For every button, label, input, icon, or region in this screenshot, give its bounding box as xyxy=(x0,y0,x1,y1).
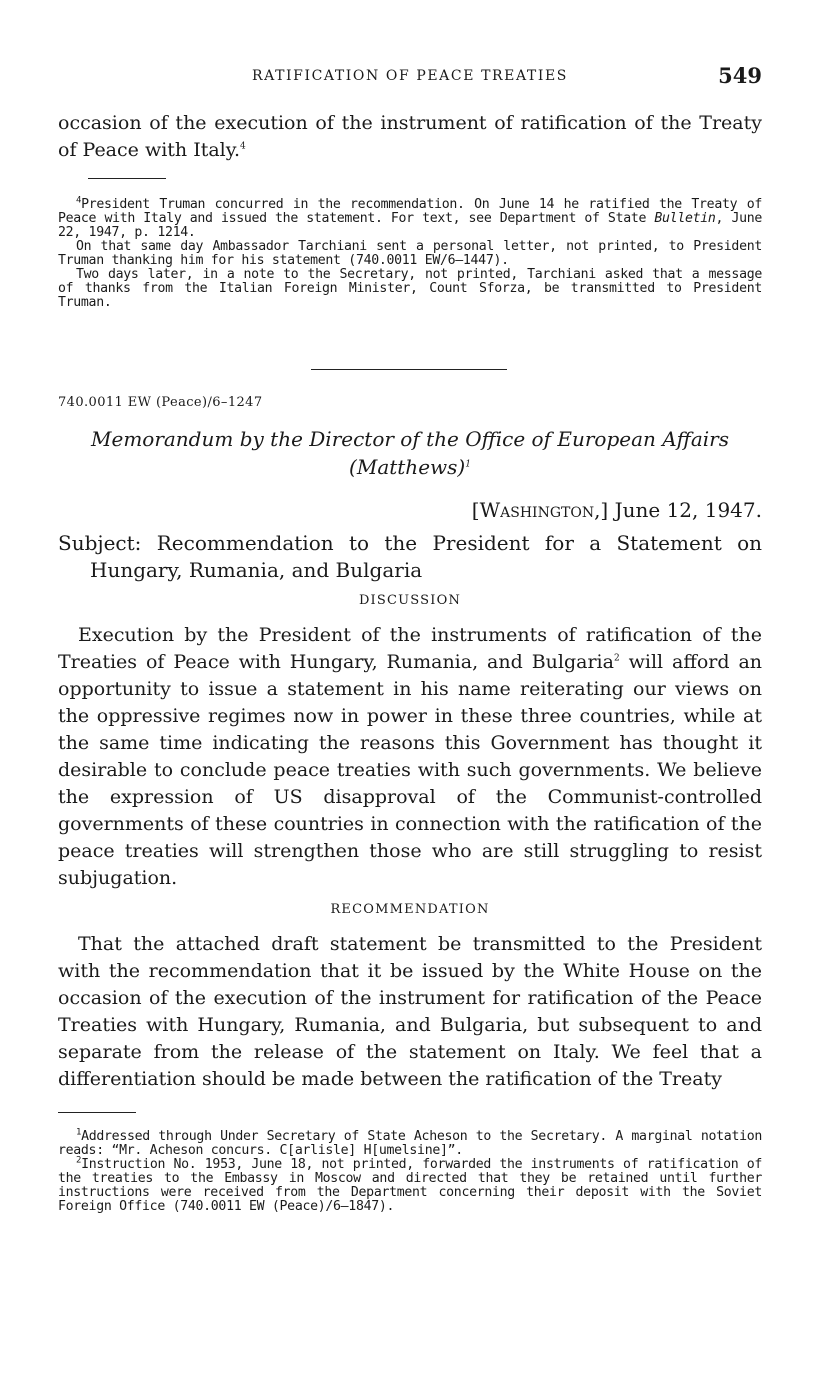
footnote-4-marker: 4 xyxy=(76,195,82,206)
footnote-rule-bottom xyxy=(58,1112,136,1113)
dateline-date: June 12, 1947. xyxy=(614,498,762,522)
continuation-text: occasion of the execution of the instrument of ratification of the Treaty of Peace with Italy. xyxy=(58,112,762,161)
footnote-4-para-1 xyxy=(58,195,762,240)
footnote-4 xyxy=(58,195,762,310)
document-title-line-2 xyxy=(58,453,762,481)
discussion-heading: DISCUSSION xyxy=(358,593,462,608)
subject-text: Recommendation to the President for a Statement on Hungary, Rumania, and Bulgaria xyxy=(90,531,762,582)
bulletin-title: Bulletin xyxy=(654,211,716,226)
continuation-paragraph xyxy=(58,110,762,164)
footnote-rule xyxy=(88,178,166,179)
footnote-ref-1: 1 xyxy=(465,459,471,470)
section-divider xyxy=(311,369,507,370)
footnote-4-text: President Truman concurred in the recommendation. On June 14 he ratified the Treaty of Peace with Italy and issued the statement. For text, see Department of State xyxy=(58,197,762,226)
author-name: (Matthews) xyxy=(349,455,466,479)
footnote-4-citation: , June 22, 1947, p. 1214. xyxy=(58,211,762,240)
footnote-2-text: Instruction No. 1953, June 18, not printed, forwarded the instruments of ratification of the treaties to the Embassy in Moscow and directed that they be retained until further instructions were received from the Department concerning their deposit with the Soviet Foreign Office (740.0011 EW (Peace)/6–1847). xyxy=(58,1157,762,1214)
dateline xyxy=(472,498,762,522)
document-title xyxy=(58,425,762,481)
recommendation-heading: RECOMMENDATION xyxy=(330,902,490,917)
subject-label: Subject: xyxy=(58,531,142,555)
footnote-4-para-2: On that same day Ambassador Tarchiani sent a personal letter, not printed, to President Truman thanking him for his statement (740.0011 EW/6–1447). xyxy=(58,239,762,268)
discussion-paragraph xyxy=(58,622,762,892)
bottom-footnotes xyxy=(58,1127,762,1214)
file-number: 740.0011 EW (Peace)/6–1247 xyxy=(58,395,263,410)
footnote-ref-2: 2 xyxy=(613,653,620,664)
running-head xyxy=(58,63,762,94)
footnote-1 xyxy=(58,1127,762,1158)
discussion-text: Execution by the President of the instruments of ratification of the Treaties of Peace with Hungary, Rumania, and Bulgaria xyxy=(58,624,762,673)
footnote-4-para-3: Two days later, in a note to the Secretary, not printed, Tarchiani asked that a message of thanks from the Italian Foreign Minister, Count Sforza, be transmitted to President Truman. xyxy=(58,267,762,310)
running-title: RATIFICATION OF PEACE TREATIES xyxy=(252,68,568,84)
dateline-place: [Washington,] xyxy=(471,498,609,522)
footnote-1-text: Addressed through Under Secretary of State Acheson to the Secretary. A marginal notation reads: “Mr. Acheson concurs. C[arlisle] H[umelsine]”. xyxy=(58,1129,762,1158)
discussion-text-continued: will afford an opportunity to issue a statement in his name reiterating our views on the oppressive regimes now in power in these three countries, while at the same time indicating the reasons this Government has thought it desirable to conclude peace treaties with such governments. We believe the expression of US disapproval of the Communist-controlled governments of these countries in connection with the ratification of the peace treaties will strengthen those who are still struggling to resist subjugation. xyxy=(58,651,763,889)
footnote-ref-4: 4 xyxy=(239,141,246,152)
document-title-line-1: Memorandum by the Director of the Office of European Affairs xyxy=(91,427,729,451)
footnote-2-marker: 2 xyxy=(76,1155,82,1166)
footnote-2 xyxy=(58,1155,762,1214)
subject-line xyxy=(58,530,762,584)
recommendation-paragraph: That the attached draft statement be transmitted to the President with the recommendation that it be issued by the White House on the occasion of the execution of the instrument for ratification of the Peace Treaties with Hungary, Rumania, and Bulgaria, but subsequent to and separate from the release of the statement on Italy. We feel that a differentiation should be made between the ratification of the Treaty xyxy=(58,933,762,1090)
page-number: 549 xyxy=(718,63,762,88)
footnote-1-marker: 1 xyxy=(76,1127,82,1138)
